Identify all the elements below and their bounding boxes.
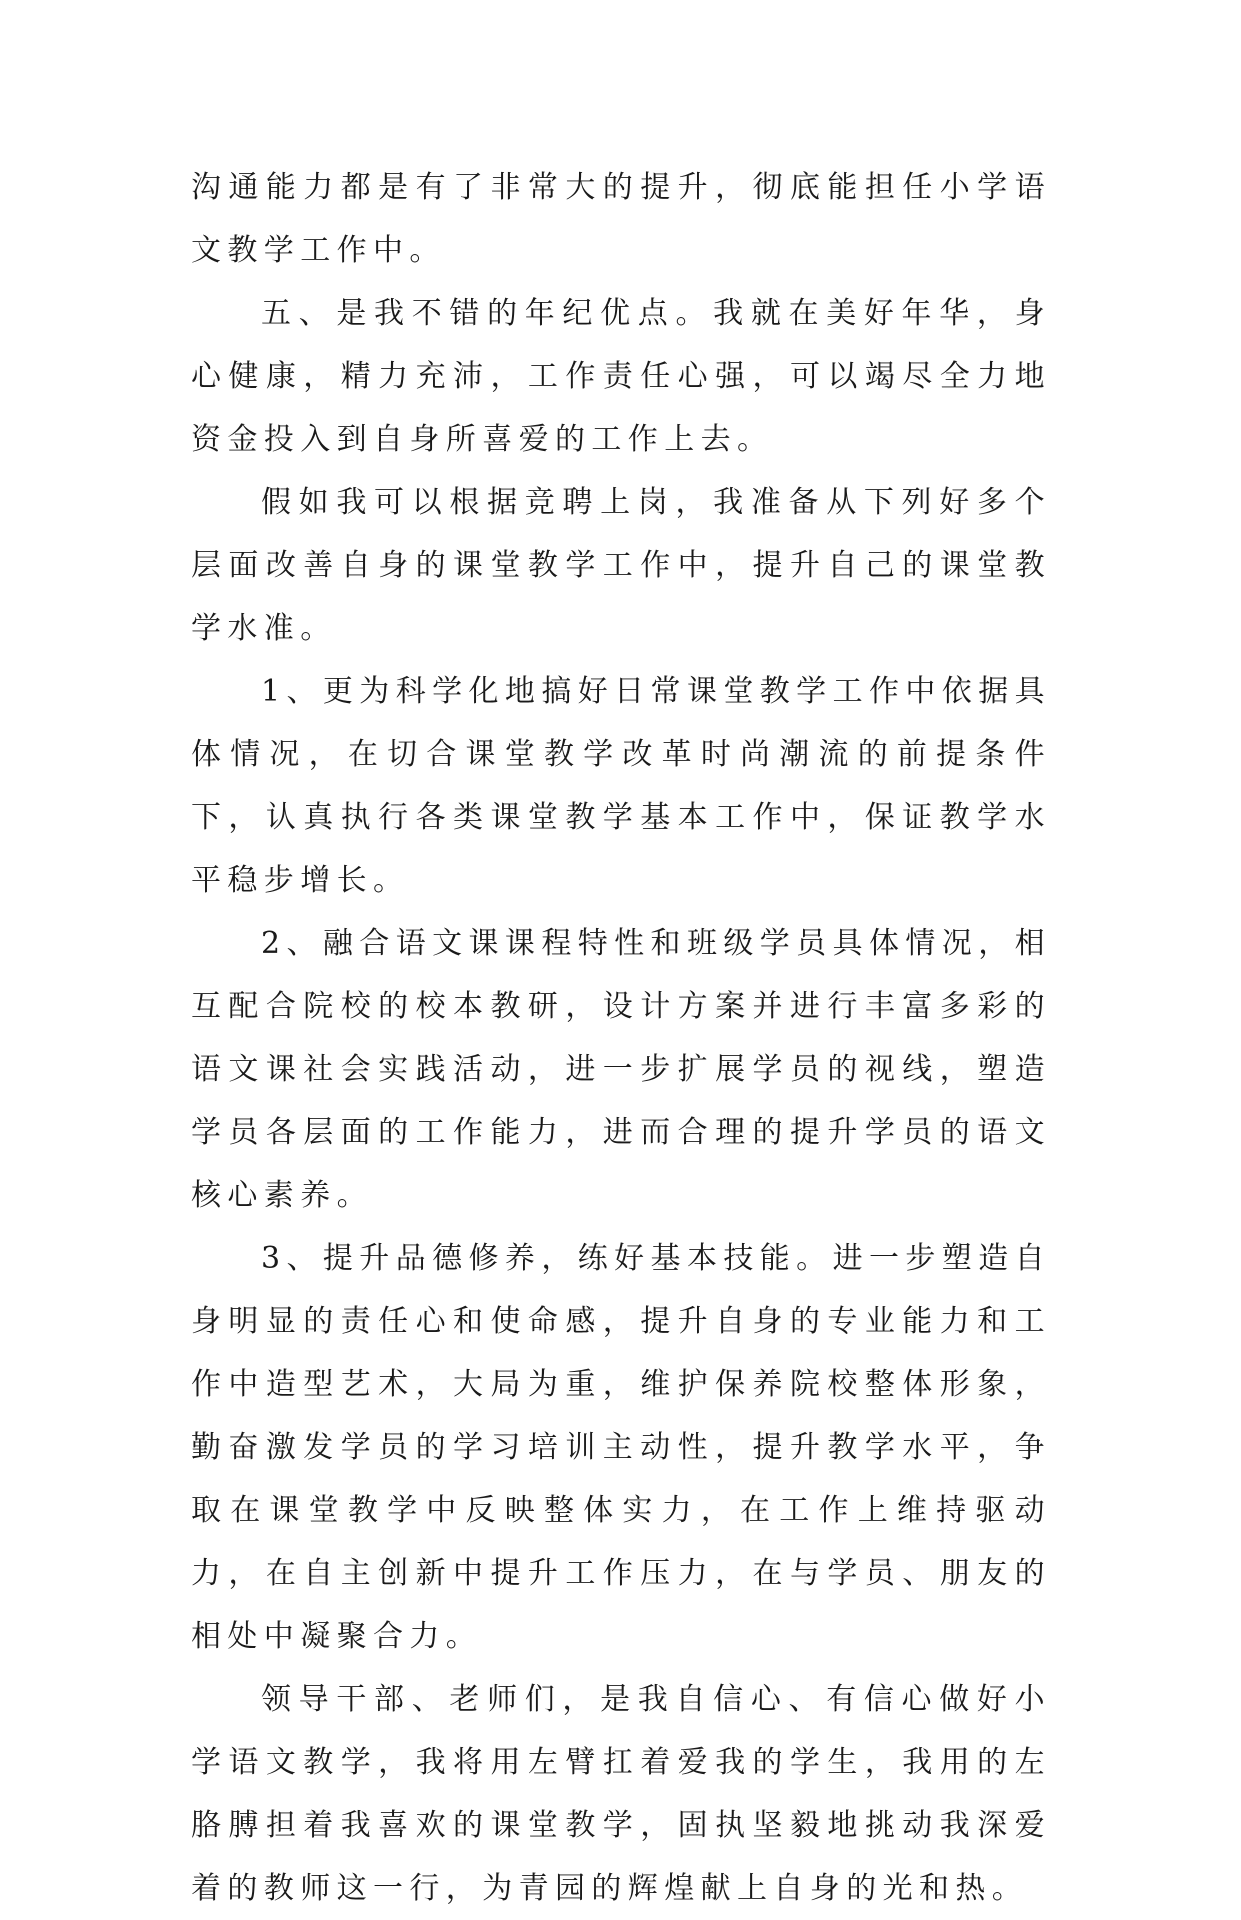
document-body — [191, 156, 1051, 1920]
paragraph-plan-item-3: 3、提升品德修养，练好基本技能。进一步塑造自身明显的责任心和使命感，提升自身的专业能力和工作中造型艺术，大局为重，维护保养院校整体形象，勤奋激发学员的学习培训主动性，提升教学水平，争取在课堂教学中反映整体实力，在工作上维持驱动力，在自主创新中提升工作压力，在与学员、朋友的相处中凝聚合力。 — [191, 1241, 1051, 1654]
paragraph-closing: 领导干部、老师们，是我自信心、有信心做好小学语文教学，我将用左臂扛着爱我的学生，我用的左胳膊担着我喜欢的课堂教学，固执坚毅地挑动我深爱着的教师这一行，为青园的辉煌献上自身的光和热。 — [191, 1682, 1051, 1906]
paragraph-continuation: 沟通能力都是有了非常大的提升，彻底能担任小学语文教学工作中。 — [191, 170, 1051, 268]
paragraph-plan-item-2: 2、融合语文课课程特性和班级学员具体情况，相互配合院校的校本教研，设计方案并进行丰富多彩的语文课社会实践活动，进一步扩展学员的视线，塑造学员各层面的工作能力，进而合理的提升学员的语文核心素养。 — [191, 926, 1051, 1213]
paragraph-plan-intro: 假如我可以根据竞聘上岗，我准备从下列好多个层面改善自身的课堂教学工作中，提升自己的课堂教学水准。 — [191, 485, 1051, 646]
paragraph-point-five: 五、是我不错的年纪优点。我就在美好年华，身心健康，精力充沛，工作责任心强，可以竭尽全力地资金投入到自身所喜爱的工作上去。 — [191, 296, 1051, 457]
paragraph-plan-item-1: 1、更为科学化地搞好日常课堂教学工作中依据具体情况，在切合课堂教学改革时尚潮流的前提条件下，认真执行各类课堂教学基本工作中，保证教学水平稳步增长。 — [191, 674, 1051, 898]
